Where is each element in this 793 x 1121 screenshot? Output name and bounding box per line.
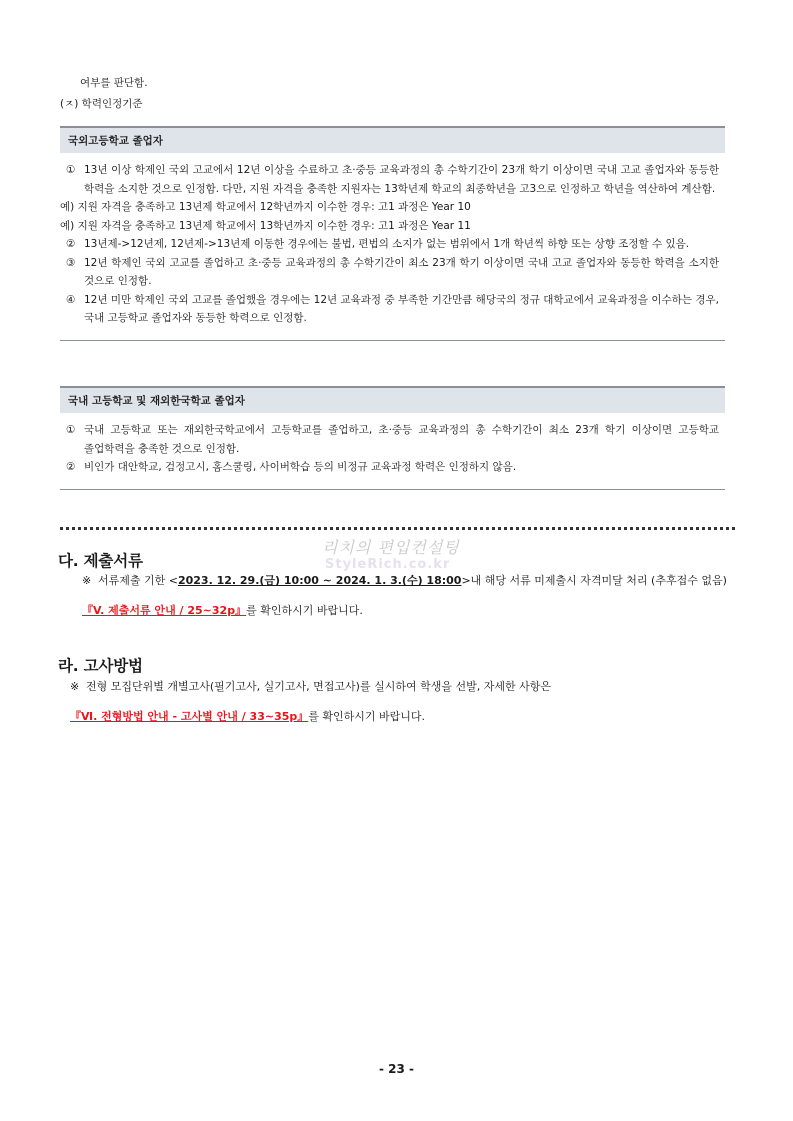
example-line: 예) 지원 자격을 충족하고 13년제 학교에서 13학년까지 이수한 경우: 고1 과정은 Year 11 — [60, 219, 471, 232]
domestic-graduates-title: 국내 고등학교 및 재외한국학교 졸업자 — [60, 386, 725, 413]
documents-note — [82, 566, 742, 626]
list-item — [60, 291, 725, 328]
item-text: 13년제->12년제, 12년제->13년제 이동한 경우에는 불법, 편법의 소지가 없는 범위에서 1개 학년씩 하향 또는 상향 조정할 수 있음. — [84, 238, 690, 250]
list-item — [60, 421, 725, 458]
item-number: ② — [66, 238, 76, 250]
section-divider — [60, 527, 735, 530]
item-number: ① — [66, 424, 76, 436]
note-text: 를 확인하시기 바랍니다. — [246, 604, 363, 617]
list-item — [60, 235, 725, 254]
item-number: ④ — [66, 293, 76, 306]
foreign-graduates-body — [60, 153, 725, 341]
item-number: ② — [66, 461, 76, 473]
deadline-text: 2023. 12. 29.(금) 10:00 ~ 2024. 1. 3.(수) 18:00 — [177, 574, 462, 587]
item-text: 국내 고등학교 또는 재외한국학교에서 고등학교를 졸업하고, 초·중등 교육과정의 총 수학기간이 최소 23개 학기 이상이면 고등학교 졸업학력을 충족한 것으로 인정함. — [84, 424, 719, 455]
exam-reference-link[interactable]: 『Ⅵ. 전형방법 안내 - 고사별 안내 / 33~35p』 — [70, 710, 309, 723]
list-item — [60, 161, 725, 198]
list-item — [60, 254, 725, 291]
note-text: >내 해당 서류 미제출시 자격미달 처리 (추후접수 없음) — [461, 574, 727, 587]
example-line: 예) 지원 자격을 충족하고 13년제 학교에서 12학년까지 이수한 경우: 고1 과정은 Year 10 — [60, 201, 471, 213]
foreign-graduates-box — [60, 126, 725, 341]
list-item — [60, 458, 725, 477]
domestic-graduates-body — [60, 413, 725, 490]
item-number: ① — [66, 164, 76, 176]
reference-mark: ※ — [70, 680, 80, 693]
item-text: 12년 미만 학제인 국외 고교를 졸업했을 경우에는 12년 교육과정 중 부족한 기간만큼 해당국의 정규 대학교에서 교육과정을 이수하는 경우, 국내 고등학교 졸업자와 동등한 학력으로 인정함. — [84, 293, 719, 324]
watermark-url: StyleRich.co.kr — [325, 557, 451, 572]
criteria-subtitle: (ㅈ) 학력인정기준 — [60, 98, 143, 110]
documents-reference-link[interactable]: 『V. 제출서류 안내 / 25~32p』 — [82, 604, 247, 617]
reference-mark: ※ — [82, 574, 92, 587]
note-text: 를 확인하시기 바랍니다. — [308, 710, 426, 723]
exam-note — [70, 672, 730, 732]
section-heading-exam: 라. 고사방법 — [58, 657, 143, 675]
item-text: 12년 학제인 국외 고교를 졸업하고 초·중등 교육과정의 총 수학기간이 최소 23개 학기 이상이면 국내 고교 졸업자와 동등한 학력을 소지한 것으로 인정함. — [84, 256, 719, 287]
foreign-graduates-title: 국외고등학교 졸업자 — [60, 126, 725, 153]
item-text: 비인가 대안학교, 검정고시, 홈스쿨링, 사이버학습 등의 비정규 교육과정 학력은 인정하지 않음. — [84, 461, 517, 473]
note-text: 서류제출 기한 < — [98, 574, 178, 587]
intro-continuation: 여부를 판단함. — [80, 77, 148, 89]
domestic-graduates-box — [60, 386, 725, 490]
page-number: - 23 - — [378, 1062, 414, 1076]
note-text: 전형 모집단위별 개별고사(필기고사, 실기고사, 면접고사)를 실시하여 학생을 선발, 자세한 사항은 — [86, 680, 551, 693]
item-text: 13년 이상 학제인 국외 고교에서 12년 이상을 수료하고 초·중등 교육과정의 총 수학기간이 23개 학기 이상이면 국내 고교 졸업자와 동등한 학력을 소지한 것으로 인정함. 다만, 지원 자격을 충족한 지원자는 13학년제 학교의 최종학년을 고3으로 인정하고 학년을 역산하여 계산함. — [84, 164, 719, 195]
item-number: ③ — [66, 256, 76, 269]
section-heading-documents: 다. 제출서류 — [58, 552, 143, 570]
watermark-text: 리치의 편입컨설팅 — [322, 538, 460, 557]
